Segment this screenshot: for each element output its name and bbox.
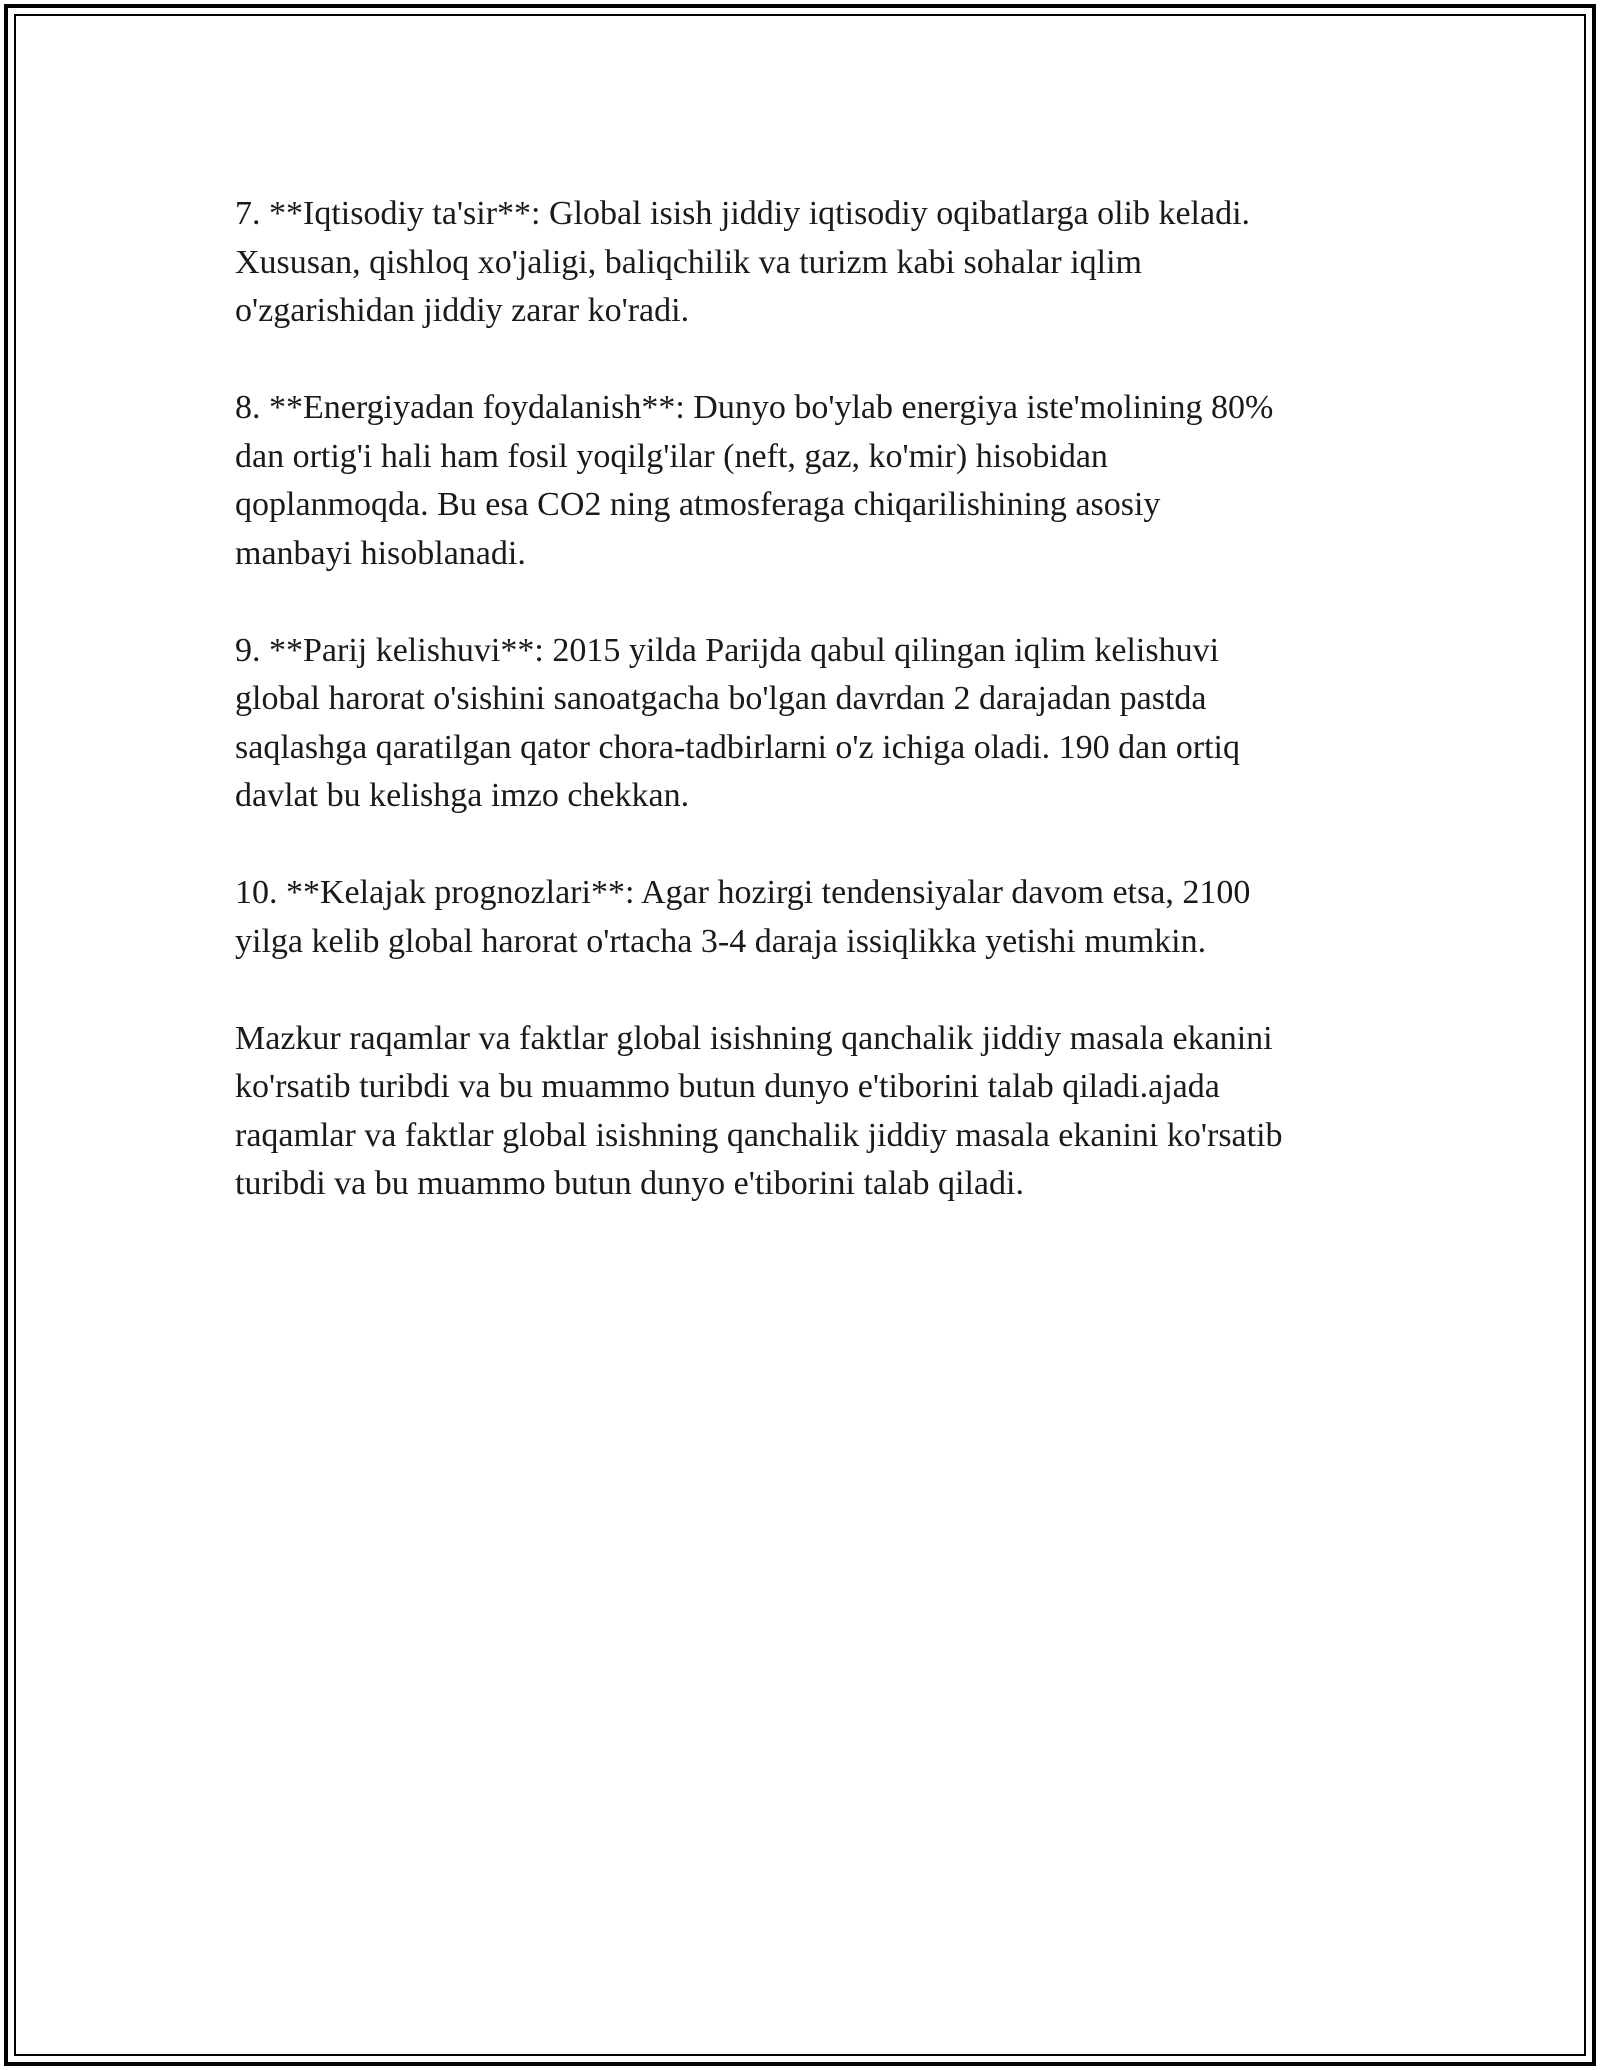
paragraph-future-forecasts: [235, 869, 1385, 966]
text-line: Mazkur raqamlar va faktlar global isishning qanchalik jiddiy masala ekanini: [235, 1019, 1273, 1057]
text-line: 7. **Iqtisodiy ta'sir**: Global isish jiddiy iqtisodiy oqibatlarga olib keladi.: [235, 195, 1251, 232]
text-line: Xususan, qishloq xo'jaligi, baliqchilik va turizm kabi sohalar iqlim: [235, 243, 1142, 281]
text-line: raqamlar va faktlar global isishning qanchalik jiddiy masala ekanini ko'rsatib: [235, 1116, 1283, 1154]
text-line: 9. **Parij kelishuvi**: 2015 yilda Parijda qabul qilingan iqlim kelishuvi: [235, 631, 1220, 669]
paragraph-energy-use: [235, 384, 1385, 578]
text-line: manbayi hisoblanadi.: [235, 534, 526, 572]
text-line: dan ortig'i hali ham fosil yoqilg'ilar (neft, gaz, ko'mir) hisobidan: [235, 437, 1108, 475]
paragraph-paris-agreement: [235, 627, 1385, 821]
text-line: qoplanmoqda. Bu esa CO2 ning atmosferaga chiqarilishining asosiy: [235, 486, 1161, 523]
paragraph-economic-impact: [235, 190, 1385, 336]
document-body: [235, 190, 1385, 1257]
text-line: turibdi va bu muammo butun dunyo e'tiborini talab qiladi.: [235, 1165, 1024, 1202]
text-line: global harorat o'sishini sanoatgacha bo'lgan davrdan 2 darajadan pastda: [235, 680, 1207, 717]
text-line: ko'rsatib turibdi va bu muammo butun dunyo e'tiborini talab qiladi.ajada: [235, 1068, 1220, 1105]
text-line: davlat bu kelishga imzo chekkan.: [235, 777, 690, 814]
text-line: o'zgarishidan jiddiy zarar ko'radi.: [235, 292, 690, 329]
paragraph-conclusion: [235, 1015, 1385, 1209]
text-line: saqlashga qaratilgan qator chora-tadbirlarni o'z ichiga oladi. 190 dan ortiq: [235, 728, 1240, 766]
text-line: 8. **Energiyadan foydalanish**: Dunyo bo'ylab energiya iste'molining 80%: [235, 389, 1274, 426]
text-line: 10. **Kelajak prognozlari**: Agar hozirgi tendensiyalar davom etsa, 2100: [235, 874, 1251, 911]
text-line: yilga kelib global harorat o'rtacha 3-4 daraja issiqlikka yetishi mumkin.: [235, 922, 1207, 960]
